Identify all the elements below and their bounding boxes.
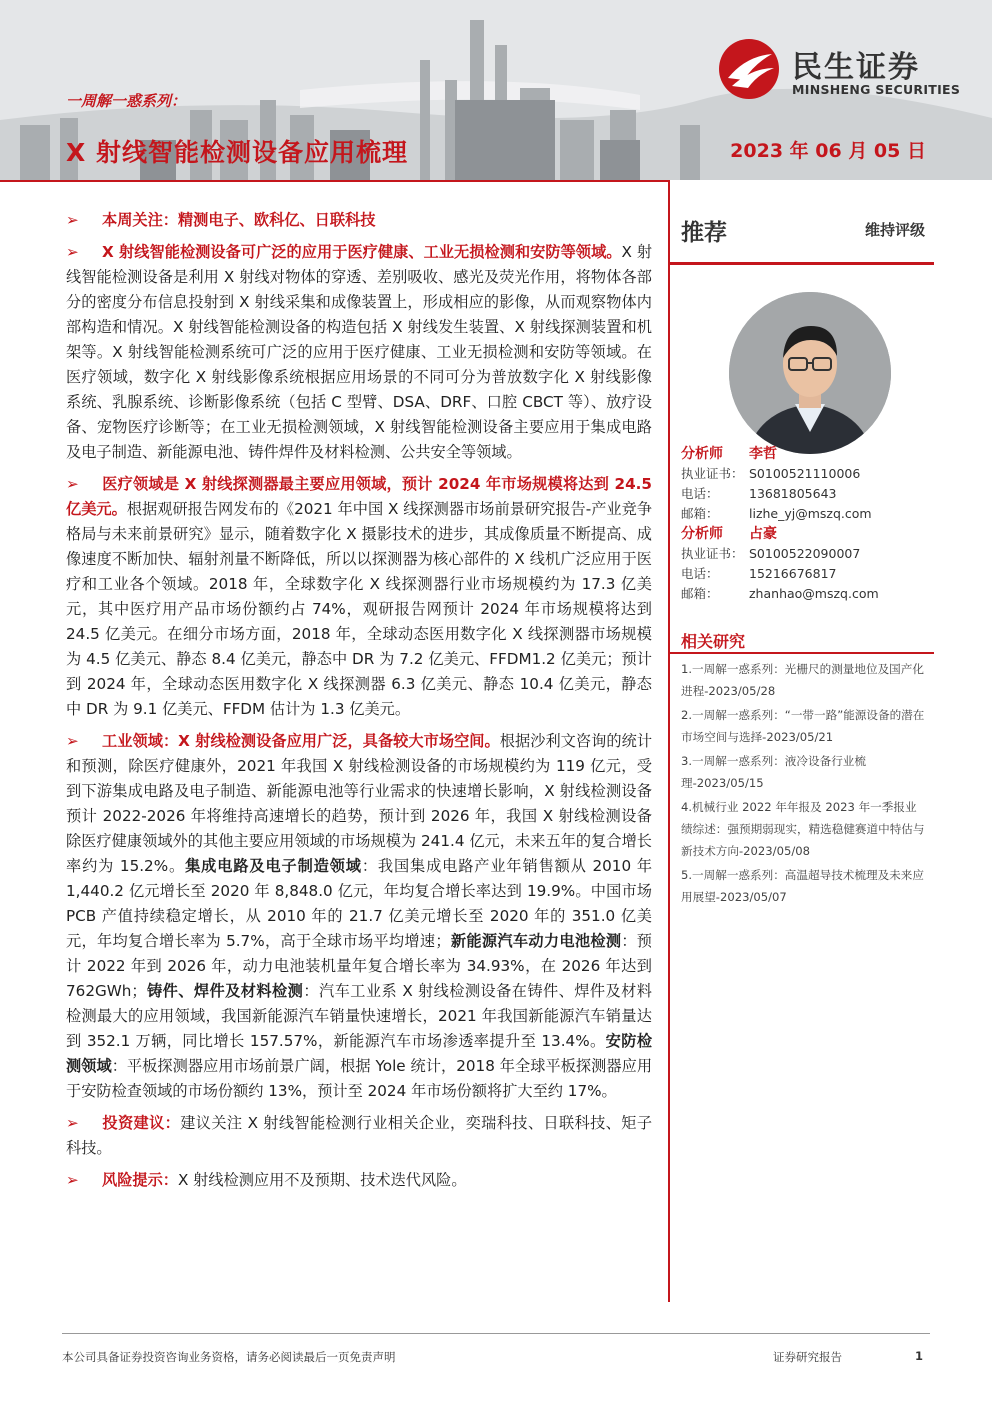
casting-body: ：汽车工业系 X 射线检测设备在铸件、焊件及材料检测最大的应用领域，我国新能源汽车销量快速增长，2021 年我国新能源汽车销量达到 352.1 万辆，同比增长 157.57%，新能源汽车市场渗透率提升至 13.4%。	[66, 982, 652, 1050]
medical-paragraph	[66, 472, 652, 722]
bullet-arrow-icon: ➢	[66, 211, 79, 229]
risk-body: X 射线检测应用不及预期、技术迭代风险。	[177, 1171, 467, 1189]
industrial-heading: 工业领域：X 射线检测设备应用广泛，具备较大市场空间。	[102, 732, 500, 750]
risk-paragraph	[66, 1168, 652, 1193]
analyst-name: 占豪	[749, 526, 777, 542]
analyst-portrait-icon	[729, 292, 891, 454]
footer-disclaimer: 本公司具备证券投资咨询业务资格，请务必阅读最后一页免责声明	[62, 1350, 396, 1364]
security-body: ：平板探测器应用市场前景广阔，根据 Yole 统计，2018 年全球平板探测器应用于安防检查领域的市场份额约 13%，预计至 2024 年市场份额将扩大至约 17%。	[66, 1057, 653, 1100]
phone-number: 15216676817	[749, 566, 837, 581]
bullet-arrow-icon: ➢	[66, 1114, 79, 1132]
overview-body: X 射线智能检测设备是利用 X 射线对物体的穿透、差别吸收、感光及荧光作用，将物体各部分的密度分布信息投射到 X 射线采集和成像装置上，形成相应的影像，从而观察物体内部构造和情况。X 射线智能检测设备的构造包括 X 射线发生装置、X 射线探测装置和机架等。X 射线智能检测系统可广泛的应用于医疗健康、工业无损检测和安防等领域。在医疗领域，数字化 X 射线影像系统根据应用场景的不同可分为普放数字化 X 射线影像系统、乳腺系统、诊断影像系统（包括 C 型臂、DSA、DRF、口腔 CBCT 等）、放疗设备、宠物医疗诊断等；在工业无损检测领域，X 射线智能检测设备主要应用于集成电路及电子制造、新能源电池、铸件焊件及材料检测、公共安全等领域。	[66, 243, 653, 461]
related-research-title: 相关研究	[681, 632, 746, 651]
medical-body: 根据观研报告网发布的《2021 年中国 X 线探测器市场前景研究报告-产业竞争格局与未来前景研究》显示，随着数字化 X 摄影技术的进步，其成像质量不断提高、成像速度不断加快、辐射剂量不断降低，所以以探测器为核心部件的 X 线机广泛应用于医疗和工业各个领域。2018 年，全球数字化 X 线探测器行业市场规模约为 17.3 亿美元，其中医疗用产品市场份额约占 74%，观研报告网预计 2024 年市场规模将达到 24.5 亿美元。在细分市场方面，2018 年，全球动态医用数字化 X 线探测器市场规模为 4.5 亿美元、静态 8.4 亿美元，静态中 DR 为 7.2 亿美元、FFDM1.2 亿美元；预计到 2024 年，全球动态医用数字化 X 线探测器 6.3 亿美元、静态 10.4 亿美元，静态中 DR 为 9.1 亿美元、FFDM 估计为 1.3 亿美元。	[66, 500, 653, 718]
footer-report-type: 证券研究报告	[773, 1350, 842, 1364]
related-research-item[interactable]: 1.一周解一惑系列：光栅尺的测量地位及国产化进程-2023/05/28	[681, 662, 924, 698]
related-research-rule	[670, 652, 934, 654]
report-header	[0, 0, 992, 180]
report-title: X 射线智能检测设备应用梳理	[66, 138, 408, 167]
cert-number: S0100521110006	[749, 466, 861, 481]
risk-heading: 风险提示：	[102, 1171, 178, 1189]
analyst-role: 分析师	[681, 446, 723, 462]
email-label: 邮箱：	[681, 506, 719, 521]
focus-paragraph	[66, 208, 652, 233]
related-research-list	[681, 658, 927, 910]
main-content	[66, 208, 652, 1200]
casting-heading: 铸件、焊件及材料检测	[146, 982, 304, 1000]
industrial-paragraph	[66, 729, 652, 1104]
industrial-body: 根据沙利文咨询的统计和预测，除医疗健康外，2021 年我国 X 射线检测设备的市场规模约为 119 亿元，受到下游集成电路及电子制造、新能源电池等行业需求的快速增长影响，X 射线检测设备预计 2022-2026 年将维持高速增长的趋势，预计到 2026 年，我国 X 射线检测设备除医疗健康领域外的其他主要应用领域的市场规模为 241.4 亿元，未来五年的复合增长率约为 15.2%。	[66, 732, 653, 875]
medical-heading: 医疗领域是 X 射线探测器最主要应用领域，预计 2024 年市场规模将达到 24.5 亿美元。	[66, 475, 652, 518]
logo-chinese-name: 民生证券	[792, 50, 920, 85]
sidebar-rule	[670, 262, 934, 265]
bullet-arrow-icon: ➢	[66, 1171, 79, 1189]
cert-label: 执业证书：	[681, 546, 744, 561]
analyst-role: 分析师	[681, 526, 723, 542]
page-number: 1	[915, 1349, 924, 1363]
investment-paragraph	[66, 1111, 652, 1161]
investment-body: 建议关注 X 射线智能检测行业相关企业，奕瑞科技、日联科技、矩子科技。	[66, 1114, 653, 1157]
phone-label: 电话：	[681, 486, 719, 501]
security-heading: 安防检测领域	[66, 1032, 653, 1075]
rating-label: 维持评级	[864, 221, 925, 239]
recommendation-label: 推荐	[681, 220, 727, 246]
ic-electronics-heading: 集成电路及电子制造领域	[185, 857, 362, 875]
email-address[interactable]: lizhe_yj@mszq.com	[749, 506, 872, 521]
series-label: 一周解一惑系列：	[66, 92, 187, 110]
bullet-arrow-icon: ➢	[66, 243, 79, 261]
logo-emblem-icon	[718, 38, 780, 100]
battery-body: ：预计 2022 年到 2026 年，动力电池装机量年复合增长率为 34.93%，在 2026 年达到 762GWh；	[66, 932, 652, 1000]
analyst-card-1	[681, 444, 872, 524]
column-divider	[668, 182, 670, 1302]
bullet-arrow-icon: ➢	[66, 475, 79, 493]
bullet-arrow-icon: ➢	[66, 732, 79, 750]
overview-heading: X 射线智能检测设备可广泛的应用于医疗健康、工业无损检测和安防等领域。	[102, 243, 622, 261]
cert-label: 执业证书：	[681, 466, 744, 481]
related-research-item[interactable]: 2.一周解一惑系列：“一带一路”能源设备的潜在市场空间与选择-2023/05/21	[681, 708, 925, 744]
report-date: 2023 年 06 月 05 日	[730, 140, 926, 162]
related-research-item[interactable]: 4.机械行业 2022 年年报及 2023 年一季报业绩综述：强预期弱现实，精选稳健赛道中特估与新技术方向-2023/05/08	[681, 800, 925, 858]
focus-heading: 本周关注：精测电子、欧科亿、日联科技	[102, 211, 376, 229]
ic-electronics-body: ：我国集成电路产业年销售额从 2010 年 1,440.2 亿元增长至 2020 年 8,848.0 亿元，年均复合增长率达到 19.9%。中国市场 PCB 产值持续稳定增长，从 2010 年的 21.7 亿美元增长至 2020 年的 351.0 亿美元，年均复合增长率为 5.7%，高于全球市场平均增速；	[66, 857, 653, 950]
overview-paragraph	[66, 240, 652, 465]
logo-english-name: MINSHENG SECURITIES	[792, 82, 961, 97]
analyst-name: 李哲	[749, 446, 777, 462]
investment-heading: 投资建议：	[102, 1114, 181, 1132]
related-research-item[interactable]: 5.一周解一惑系列：高温超导技术梳理及未来应用展望-2023/05/07	[681, 868, 924, 904]
header-divider	[0, 180, 670, 182]
minsheng-logo	[718, 38, 968, 102]
related-research-item[interactable]: 3.一周解一惑系列：液冷设备行业梳理-2023/05/15	[681, 754, 866, 790]
battery-heading: 新能源汽车动力电池检测	[450, 932, 622, 950]
email-address[interactable]: zhanhao@mszq.com	[749, 586, 879, 601]
cert-number: S0100522090007	[749, 546, 861, 561]
footer-divider	[62, 1333, 930, 1334]
phone-number: 13681805643	[749, 486, 837, 501]
analyst-card-2	[681, 524, 879, 604]
email-label: 邮箱：	[681, 586, 719, 601]
analyst-photo	[729, 292, 891, 454]
phone-label: 电话：	[681, 566, 719, 581]
